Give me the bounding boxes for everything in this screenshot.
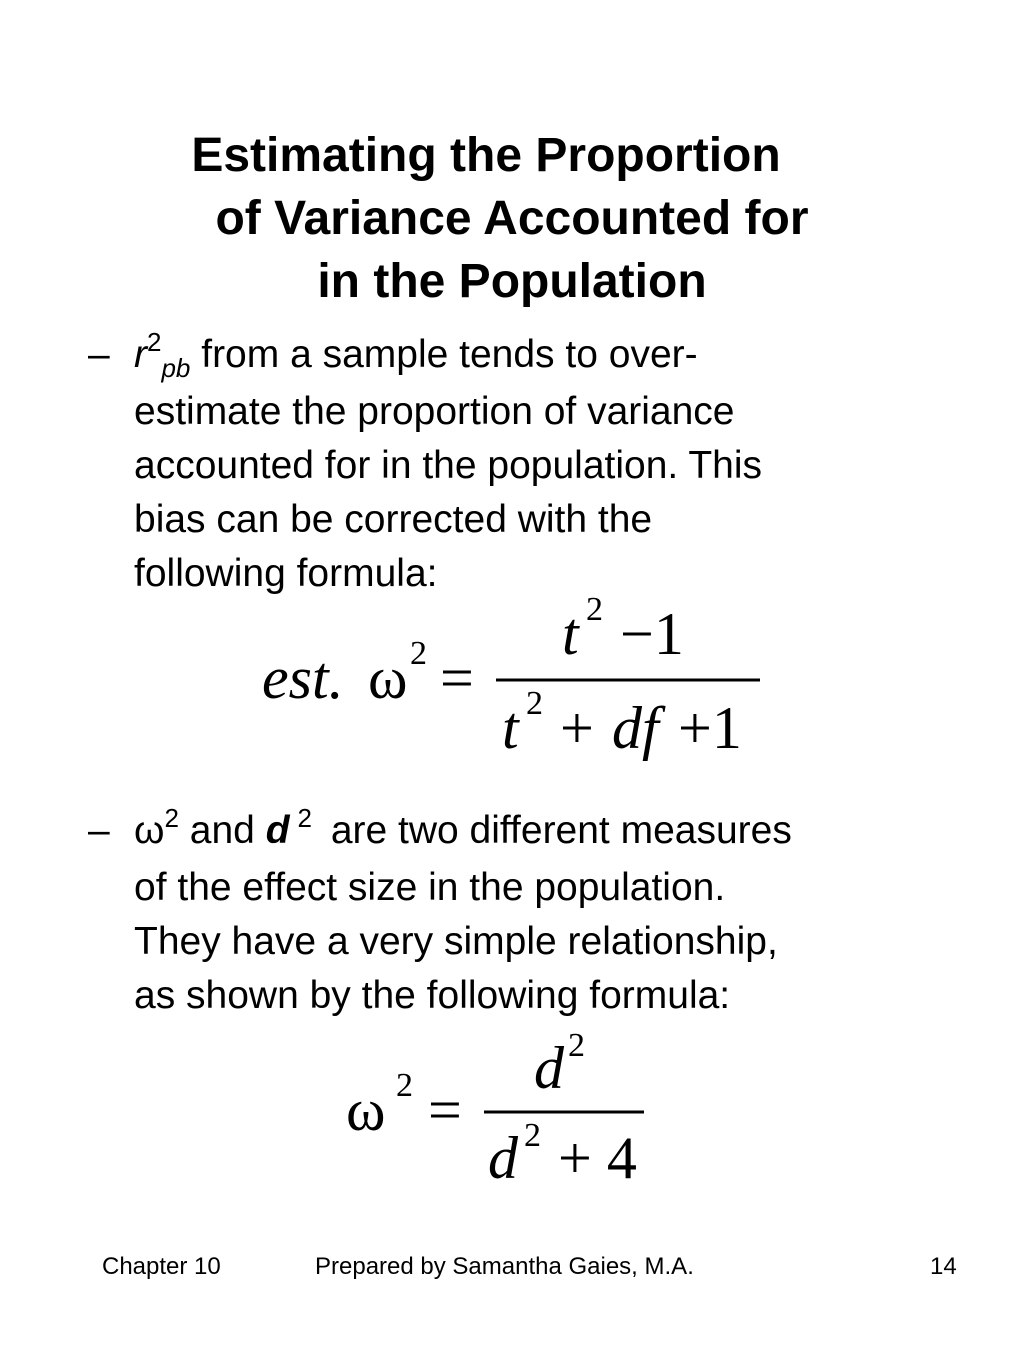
bullet-line-2: of the effect size in the population. [134,866,726,909]
formula-est-omega-svg [250,590,770,770]
equals-sign: = [440,645,474,711]
denominator-exponent: 2 [524,1117,541,1154]
bullet-line-2: estimate the proportion of variance [134,390,735,433]
est-label: est. [262,645,344,711]
numerator-minus-one: −1 [620,601,684,667]
denominator-exponent: 2 [526,685,543,722]
formula-omega-d-svg [338,1030,658,1190]
bullet-line-5: following formula: [134,552,438,595]
omega-symbol: ω [134,809,165,852]
bullet-r-squared [88,328,928,601]
denominator-t: t [502,695,519,761]
numerator-exponent: 2 [586,591,603,628]
r-symbol: r [134,333,147,376]
and-word: and [189,809,255,852]
numerator-d: d [534,1035,564,1101]
omega-exponent: 2 [410,635,427,672]
omega-symbol: ω [368,645,408,711]
denominator-df: df [612,695,659,761]
denominator-d: d [488,1125,518,1190]
footer-chapter: Chapter 10 [102,1253,221,1280]
equals-sign: = [428,1077,462,1143]
omega-exponent: 2 [396,1067,413,1104]
bullet-line-3: accounted for in the population. This [134,444,763,487]
numerator-t: t [562,601,579,667]
footer-page-number: 14 [930,1253,957,1280]
title-line-2: of Variance Accounted for [215,192,809,245]
bullet-line-1-rest: are two different measures [330,809,792,852]
bullet-line-1-rest: from a sample tends to over- [201,333,698,376]
denominator-plus-four: + 4 [558,1125,637,1190]
formula-est-omega [250,590,770,770]
title-line-1: Estimating the Proportion [191,129,781,182]
title-line-3: in the Population [317,255,707,308]
footer-author: Prepared by Samantha Gaies, M.A. [315,1253,694,1280]
bullet-text [134,804,928,1023]
r-subscript: pb [161,353,191,383]
d-symbol: d [265,809,290,852]
denominator-plus: + [560,695,594,761]
numerator-exponent: 2 [568,1030,585,1064]
bullet-omega-d [88,804,928,1023]
r-superscript: 2 [147,327,162,357]
formula-omega-d [338,1030,658,1190]
bullet-text [134,328,928,601]
omega-superscript: 2 [164,803,179,833]
d-superscript: 2 [297,803,312,833]
denominator-plus-one: +1 [678,695,742,761]
bullet-dash: – [88,333,110,376]
bullet-line-4: bias can be corrected with the [134,498,653,541]
bullet-line-1 [134,804,928,861]
bullet-line-1 [134,328,928,385]
bullet-line-4: as shown by the following formula: [134,974,731,1017]
omega-symbol: ω [346,1077,386,1143]
slide-title [0,124,1024,313]
bullet-line-3: They have a very simple relationship, [134,920,778,963]
bullet-dash: – [88,809,110,852]
